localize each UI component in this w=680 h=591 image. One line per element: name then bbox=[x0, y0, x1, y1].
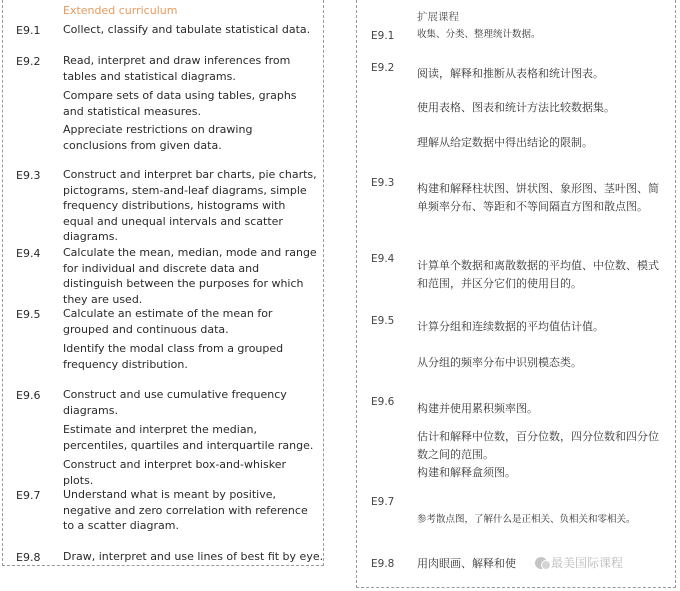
section-header: 扩展课程 bbox=[417, 11, 459, 23]
objective-text: 参考散点图，了解什么是正相关、负相关和零相关。 bbox=[417, 514, 636, 525]
objective-text: Estimate and interpret the median, percentiles, quartiles and interquartile range. bbox=[63, 423, 314, 452]
objective-text: Calculate the mean, median, mode and range for individual and discrete data and distinguish between the purposes for which they are used. bbox=[63, 246, 317, 306]
chinese-curriculum-panel bbox=[356, 0, 676, 588]
objective-code: E9.6 bbox=[16, 389, 41, 402]
objective-code: E9.2 bbox=[371, 62, 395, 74]
objective-text: Identify the modal class from a grouped frequency distribution. bbox=[63, 342, 284, 371]
objective-code: E9.5 bbox=[16, 308, 41, 321]
objective-text: 用肉眼画、解释和使 bbox=[417, 557, 516, 570]
objective-text: Construct and use cumulative frequency diagrams. bbox=[63, 388, 287, 417]
objective-code: E9.7 bbox=[371, 496, 395, 508]
objective-text: Construct and interpret box-and-whisker plots. bbox=[63, 458, 286, 487]
objective-code: E9.4 bbox=[371, 253, 395, 265]
objective-code: E9.3 bbox=[371, 177, 395, 189]
objective-text: 阅读，解释和推断从表格和统计图表。 bbox=[417, 67, 604, 80]
objective-code: E9.6 bbox=[371, 396, 395, 408]
objective-text: 构建和解释盒须图。 bbox=[417, 466, 516, 479]
objective-code: E9.3 bbox=[16, 169, 41, 182]
objective-code: E9.1 bbox=[16, 24, 41, 37]
objective-text: 计算单个数据和离散数据的平均值、中位数、模式和范围，并区分它们的使用目的。 bbox=[417, 259, 659, 290]
objective-text: 使用表格、图表和统计方法比较数据集。 bbox=[417, 101, 615, 114]
objective-code: E9.4 bbox=[16, 247, 41, 260]
objective-text: Construct and interpret bar charts, pie charts, pictograms, stem-and-leaf diagrams, simple frequency distributions, histograms with equal and unequal intervals and scatter diagrams. bbox=[63, 168, 317, 243]
objective-text: 计算分组和连续数据的平均值估计值。 bbox=[417, 320, 604, 333]
objective-text: Compare sets of data using tables, graphs and statistical measures. bbox=[63, 89, 297, 118]
objective-text: Collect, classify and tabulate statistical data. bbox=[63, 23, 311, 36]
wechat-icon bbox=[535, 557, 547, 569]
objective-code: E9.7 bbox=[16, 489, 41, 502]
english-curriculum-panel bbox=[2, 0, 324, 566]
objective-code: E9.2 bbox=[16, 55, 41, 68]
objective-text: Draw, interpret and use lines of best fit by eye. bbox=[63, 550, 324, 563]
objective-text: 构建并使用累积频率图。 bbox=[417, 402, 538, 415]
objective-text: Appreciate restrictions on drawing conclusions from given data. bbox=[63, 123, 253, 152]
objective-code: E9.8 bbox=[371, 558, 395, 570]
objective-text: 收集、分类、整理统计数据。 bbox=[417, 29, 541, 40]
objective-text: Understand what is meant by positive, negative and zero correlation with reference to a scatter diagram. bbox=[63, 488, 308, 532]
objective-code: E9.5 bbox=[371, 315, 395, 327]
watermark-text: 最美国际课程 bbox=[551, 556, 624, 570]
objective-text: 从分组的频率分布中识别模态类。 bbox=[417, 356, 582, 369]
objective-code: E9.8 bbox=[16, 551, 41, 564]
objective-text: 构建和解释柱状图、饼状图、象形图、茎叶图、简单频率分布、等距和不等间隔直方图和散点图。 bbox=[417, 182, 659, 213]
objective-text: Read, interpret and draw inferences from tables and statistical diagrams. bbox=[63, 54, 291, 83]
objective-text: 估计和解释中位数，百分位数，四分位数和四分位数之间的范围。 bbox=[417, 430, 659, 461]
objective-text: Calculate an estimate of the mean for grouped and continuous data. bbox=[63, 307, 273, 336]
watermark bbox=[535, 554, 623, 571]
section-header: Extended curriculum bbox=[63, 4, 178, 17]
objective-text: 理解从给定数据中得出结论的限制。 bbox=[417, 136, 593, 149]
objective-code: E9.1 bbox=[371, 30, 395, 42]
